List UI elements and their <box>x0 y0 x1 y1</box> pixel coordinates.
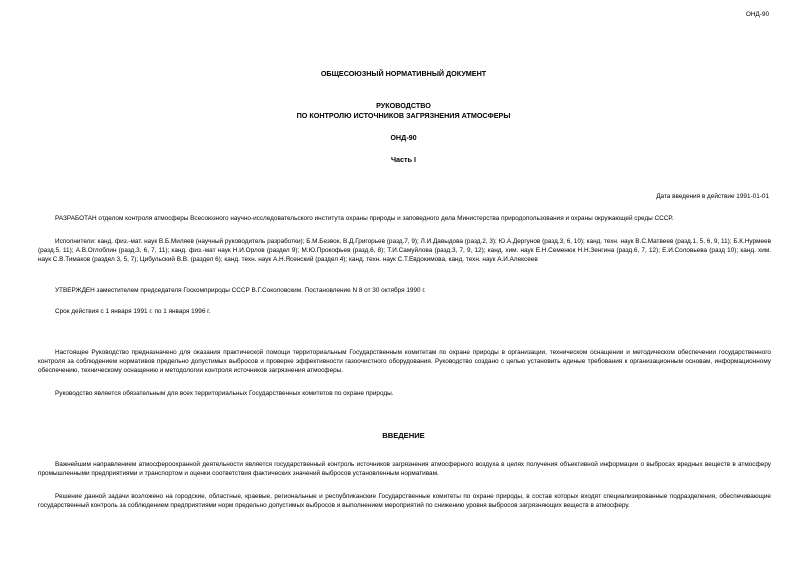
section-heading-introduction: ВВЕДЕНИЕ <box>382 431 425 440</box>
intro-paragraph-2: Решение данной задачи возложено на городские, областные, краевые, региональные и республиканские Государственные комитеты по охране природы, в состав которых входят специализированные подразделения, обеспечивающие государственный контроль за соблюдением предприятиями норм предельно допустимых выбросов и выполнением мероприятий по снижению уровня выбросов загрязняющих веществ в атмосферу. <box>38 493 771 509</box>
developed-by-paragraph: РАЗРАБОТАН отделом контроля атмосферы Всесоюзного научно-исследовательского института охраны природы и заповедного дела Министерства природопользования и охраны окружающей среды СССР. <box>55 215 674 222</box>
mandatory-paragraph: Руководство является обязательным для всех территориальных Государственных комитетов по охране природы. <box>55 390 394 397</box>
validity-paragraph: Срок действия с 1 января 1991 г. по 1 января 1996 г. <box>55 308 211 315</box>
purpose-paragraph: Настоящее Руководство предназначено для оказания практической помощи территориальным Государственным комитетам по охране природы в организации, техническом оснащении и методическом обеспечении государственного контроля за соблюдением нормативов предельно допустимых выбросов и проверке эффективности газоочистного оборудования. Руководство создано с целью установить единые требования к организационным основам, информационному обеспечению, техническому оснащению и методологии контроля источников загрязнения атмосферы. <box>38 349 771 374</box>
doc-code: ОНД-90 <box>390 133 417 142</box>
intro-paragraph-1: Важнейшим направлением атмосфероохранной деятельности является государственный контроль источников загрязнения атмосферного воздуха в целях получения объективной информации о выбросах вредных веществ в атмосферу промышленными предприятиями и транспортом и оценки соответствия фактических значений выбросов установленным нормативам. <box>38 461 771 477</box>
approved-paragraph: УТВЕРЖДЕН заместителем председателя Госкомприроды СССР В.Г.Соколовским. Постановление N 8 от 30 октября 1990 г. <box>55 287 426 294</box>
authors-paragraph: Исполнители: канд. физ.-мат. наук В.Б.Миляев (научный руководитель разработки); Б.М.Безвок, В.Д.Григорьев (разд.7, 9); Л.И.Давыдова (разд.2, 3); Ю.А.Дергунов (разд.3, 6, 10); канд. техн. наук В.С.Матвеев (разд.1, 5, 6, 9, 11); Б.К.Нурмеев (разд.5, 11); А.В.Оглоблин (разд.3, 6, 7, 11); канд. физ.-мат наук Н.И.Орлов (раздел 9); М.Ю.Прокофьев (разд.6, 8); Т.И.Самуйлова (разд.3, 7, 9, 12); канд. хим. наук Е.Н.Семенюк Н.Н.Зенгина (разд.6, 7, 12); Е.И.Соловьева (разд 10); канд. хим. наук С.В.Тимаков (раздел 3, 5, 7); Цибульский В.В. (раздел 6); канд. техн. наук А.Н.Ясенский (раздел 4); канд. техн. наук С.Т.Евдокимова, канд. техн. наук А.И.Алексеев <box>38 238 771 263</box>
title-line-2: ПО КОНТРОЛЮ ИСТОЧНИКОВ ЗАГРЯЗНЕНИЯ АТМОСФЕРЫ <box>296 111 511 120</box>
title-line-1: РУКОВОДСТВО <box>376 101 431 110</box>
document-type-heading: ОБЩЕСОЮЗНЫЙ НОРМАТИВНЫЙ ДОКУМЕНТ <box>320 69 487 78</box>
doc-code-header: ОНД-90 <box>745 11 769 18</box>
effective-date: Дата введения в действие 1991-01-01 <box>656 193 769 200</box>
part-label: Часть I <box>391 155 416 164</box>
